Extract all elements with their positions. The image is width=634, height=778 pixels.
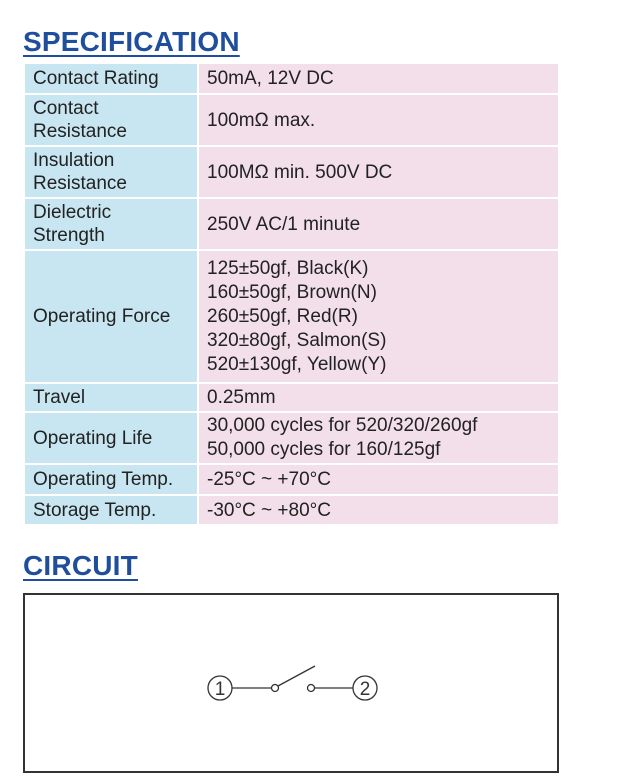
spec-value: 100mΩ max. bbox=[198, 94, 559, 146]
switch-lever bbox=[278, 666, 315, 686]
right-contact bbox=[308, 685, 315, 692]
spec-row-operating-temp bbox=[24, 464, 559, 495]
spec-label: Storage Temp. bbox=[24, 495, 198, 525]
spec-label: Operating Temp. bbox=[24, 464, 198, 495]
spec-label: Travel bbox=[24, 383, 198, 412]
circuit-heading: CIRCUIT bbox=[23, 550, 138, 581]
specification-table bbox=[23, 62, 560, 526]
spec-value-line: 125±50gf, Black(K) bbox=[207, 257, 369, 279]
spec-label: Insulation Resistance bbox=[24, 146, 198, 198]
spec-row-contact-resistance bbox=[24, 94, 559, 146]
spec-label: Contact Rating bbox=[24, 63, 198, 94]
terminal-1-label: 1 bbox=[214, 679, 226, 700]
spec-value-list bbox=[198, 412, 559, 464]
spec-value-line: 320±80gf, Salmon(S) bbox=[207, 329, 387, 351]
spec-label: Dielectric Strength bbox=[24, 198, 198, 250]
spec-row-dielectric-strength bbox=[24, 198, 559, 250]
spec-row-operating-life bbox=[24, 412, 559, 464]
spec-value: -30°C ~ +80°C bbox=[198, 495, 559, 525]
spec-row-insulation-resistance bbox=[24, 146, 559, 198]
spec-label: Operating Life bbox=[24, 412, 198, 464]
terminal-2-label: 2 bbox=[359, 679, 371, 700]
spec-value: 50mA, 12V DC bbox=[198, 63, 559, 94]
spec-value: -25°C ~ +70°C bbox=[198, 464, 559, 495]
spec-label: Contact Resistance bbox=[24, 94, 198, 146]
spec-value-list bbox=[198, 250, 559, 383]
switch-schematic bbox=[25, 595, 557, 771]
spec-value-line: 160±50gf, Brown(N) bbox=[207, 281, 377, 303]
spec-value: 0.25mm bbox=[198, 383, 559, 412]
spec-value-line: 520±130gf, Yellow(Y) bbox=[207, 353, 387, 375]
left-contact bbox=[272, 685, 279, 692]
spec-label: Operating Force bbox=[24, 250, 198, 383]
circuit-diagram-frame bbox=[23, 593, 559, 773]
specification-heading: SPECIFICATION bbox=[23, 26, 240, 57]
spec-value-line: 260±50gf, Red(R) bbox=[207, 305, 358, 327]
spec-row-contact-rating bbox=[24, 63, 559, 94]
spec-value: 250V AC/1 minute bbox=[198, 198, 559, 250]
spec-value: 100MΩ min. 500V DC bbox=[198, 146, 559, 198]
spec-row-travel bbox=[24, 383, 559, 412]
spec-row-operating-force bbox=[24, 250, 559, 383]
spec-row-storage-temp bbox=[24, 495, 559, 525]
spec-value-line: 30,000 cycles for 520/320/260gf bbox=[207, 415, 478, 436]
spec-value-line: 50,000 cycles for 160/125gf bbox=[207, 439, 441, 460]
